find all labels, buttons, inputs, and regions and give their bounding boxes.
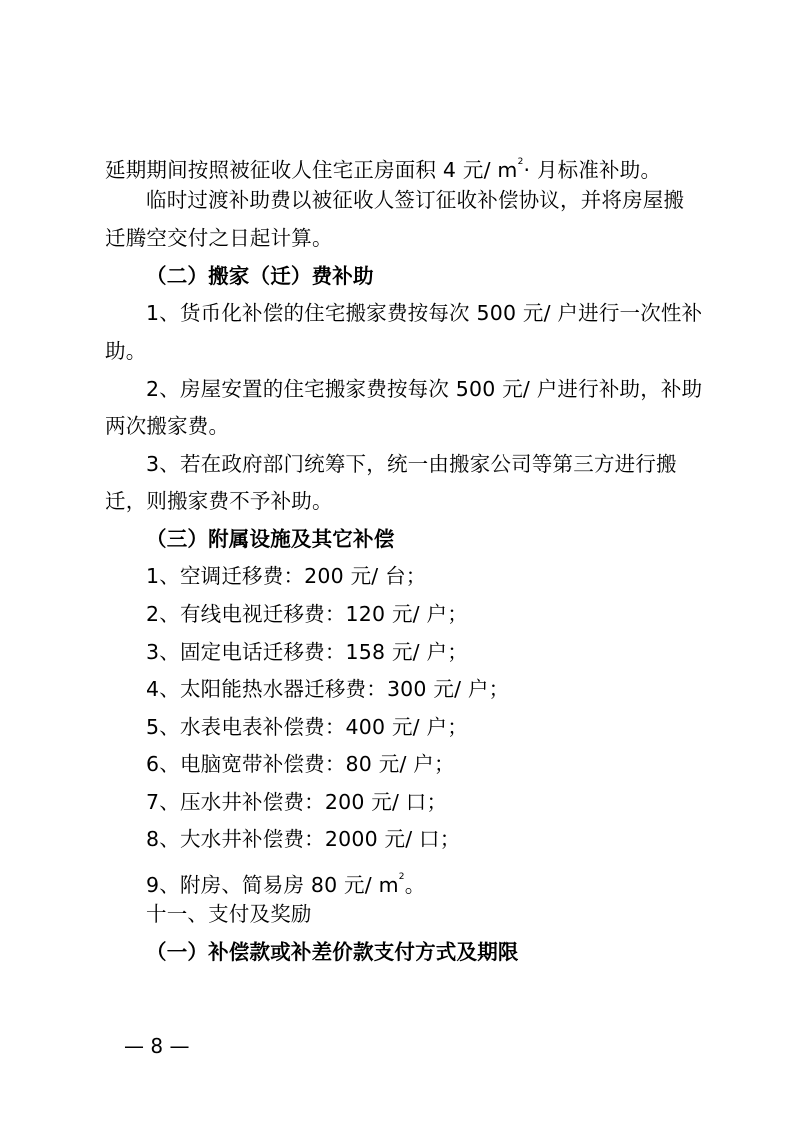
list-item-4: 4、太阳能热水器迁移费：300 元/ 户；: [146, 677, 510, 701]
paragraph-line-2: 临时过渡补助费以被征收人签订征收补偿协议，并将房屋搬: [146, 188, 685, 212]
list-item-7: 7、压水井补偿费：200 元/ 口；: [146, 790, 448, 814]
subsection-heading-1: （一）补偿款或补差价款支付方式及期限: [146, 940, 519, 964]
line-text: 延期期间按照被征收人住宅正房面积 4 元/ m: [105, 158, 518, 182]
paragraph-line-6: 助。: [105, 339, 147, 363]
paragraph-line-1: [105, 148, 661, 184]
paragraph-line-8: 两次搬家费。: [105, 414, 230, 438]
paragraph-line-3: 迁腾空交付之日起计算。: [105, 226, 333, 250]
list-item-5: 5、水表电表补偿费：400 元/ 户；: [146, 715, 468, 739]
list-item-3: 3、固定电话迁移费：158 元/ 户；: [146, 640, 468, 664]
superscript: 2: [517, 157, 524, 167]
line-text: 。: [404, 873, 426, 897]
list-item-1: 1、空调迁移费：200 元/ 台；: [146, 564, 427, 588]
list-item-9: [146, 863, 425, 899]
superscript: 2: [398, 872, 405, 882]
line-text: 9、附房、简易房 80 元/ m: [146, 873, 399, 897]
paragraph-line-9: 3、若在政府部门统筹下，统一由搬家公司等第三方进行搬: [146, 452, 677, 476]
line-text: · 月标准补助。: [523, 158, 662, 182]
paragraph-line-7: 2、房屋安置的住宅搬家费按每次 500 元/ 户进行补助，补助: [146, 377, 703, 401]
paragraph-line-10: 迁，则搬家费不予补助。: [105, 489, 333, 513]
list-item-8: 8、大水井补偿费：2000 元/ 口；: [146, 827, 461, 851]
section-heading-11: 十一、支付及奖励: [146, 902, 312, 926]
section-heading-3: （三）附属设施及其它补偿: [146, 527, 395, 551]
section-heading-2: （二）搬家（迁）费补助: [146, 264, 374, 288]
paragraph-line-5: 1、货币化补偿的住宅搬家费按每次 500 元/ 户进行一次性补: [146, 301, 703, 325]
page-number: — 8 —: [124, 1034, 190, 1058]
list-item-6: 6、电脑宽带补偿费：80 元/ 户；: [146, 752, 455, 776]
list-item-2: 2、有线电视迁移费：120 元/ 户；: [146, 602, 468, 626]
